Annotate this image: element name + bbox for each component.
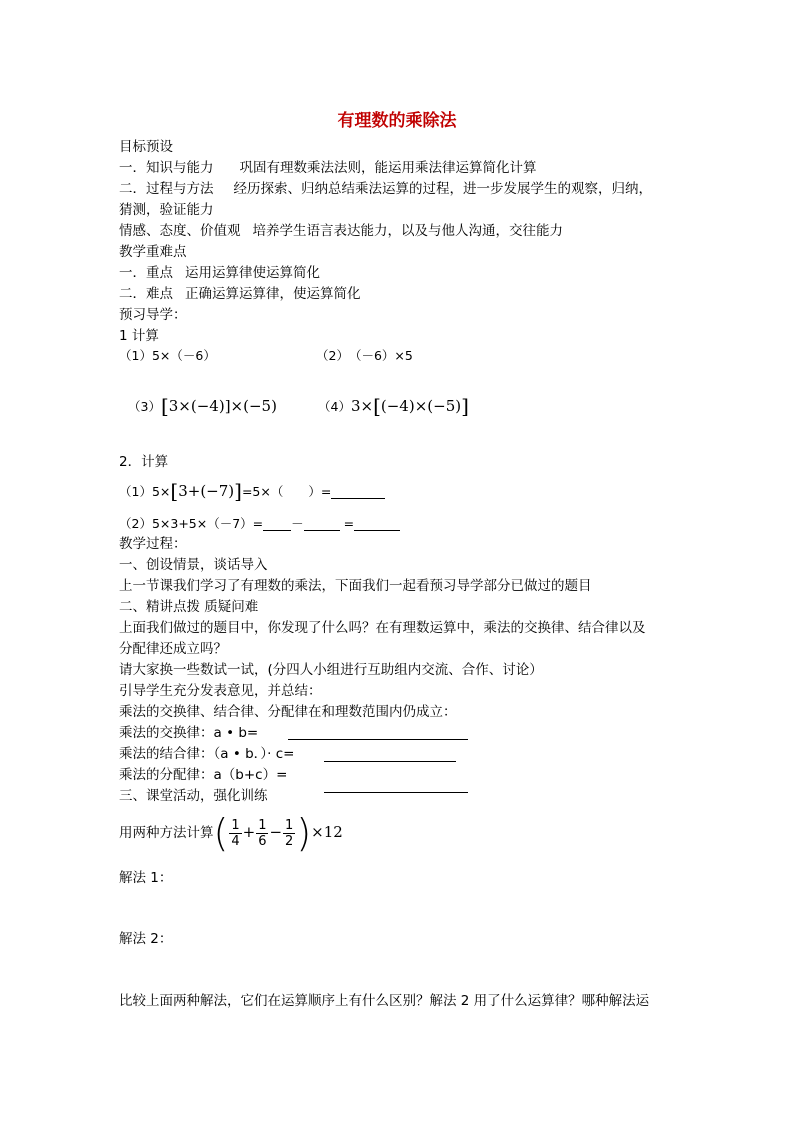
process-heading: 教学过程： [119, 536, 187, 552]
fraction-1-2: $\frac{1}{2}$ [285, 817, 294, 849]
process-s1-text: 上一节课我们学习了有理数的乘法，下面我们一起看预习导学部分已做过的题目 [119, 578, 592, 594]
q2-b: （2）5×3+5×（－7）= － = [119, 514, 400, 534]
law-commutative-blank [288, 739, 468, 740]
hard-point: 二．难点 正确运算运算律，使运算简化 [119, 286, 361, 302]
goal-line-2: 二．过程与方法 经历探索、归纳总结乘法运算的过程，进一步发展学生的观察，归纳， [119, 181, 652, 197]
key-point: 一．重点 运用运算律使运算简化 [119, 265, 320, 281]
process-s1: 一、创设情景，谈话导入 [119, 557, 268, 573]
law-distributive-blank [324, 792, 468, 793]
law-associative: 乘法的结合律：（a • b．）· c= [119, 746, 295, 762]
process-s2: 二、精讲点拨 质疑问难 [119, 599, 259, 615]
process-s2-text3: 请大家换一些数试一试，(分四人小组进行互助组内交流、合作、讨论） [119, 662, 543, 678]
process-s2-text2: 分配律还成立吗？ [119, 641, 227, 657]
calc-line: 用两种方法计算( $\frac{1}{4}$ + $\frac{1}{6}$ − $\frac{1}{2}$ )×12 [119, 811, 343, 855]
preview-heading: 预习导学： [119, 307, 187, 323]
process-s3: 三、课堂活动，强化训练 [119, 788, 268, 804]
law-associative-blank [324, 761, 456, 762]
process-s2-text4: 引导学生充分发表意见，并总结： [119, 683, 322, 699]
solution-2: 解法 2： [119, 931, 173, 947]
goal-line-3: 情感、态度、价值观 培养学生语言表达能力，以及与他人沟通，交往能力 [119, 223, 563, 239]
process-s2-text5: 乘法的交换律、结合律、分配律在和理数范围内仍成立： [119, 704, 457, 720]
law-commutative: 乘法的交换律：a • b= [119, 725, 259, 741]
law-distributive: 乘法的分配律：a（b+c）= [119, 767, 288, 783]
q1-c: （3）[3×(−4)]×(−5) [128, 394, 277, 418]
q1-heading: 1 计算 [119, 328, 159, 344]
solution-1: 解法 1： [119, 870, 173, 886]
q1-d: （4）3×[(−4)×(−5)] [318, 394, 469, 418]
q2-heading: 2．计算 [119, 454, 169, 470]
compare-text: 比较上面两种解法，它们在运算顺序上有什么区别？解法 2 用了什么运算律？哪种解法运 [119, 993, 650, 1009]
q2-a: （1）5×[3+(−7)]=5×（ ）= [119, 481, 385, 502]
goal-line-2-cont: 猜测，验证能力 [119, 202, 214, 218]
q1-a: （1）5×（－6） [119, 348, 216, 363]
goals-heading: 目标预设 [119, 139, 173, 155]
q1-b: （2） （－6）×5 [316, 348, 413, 363]
page-title: 有理数的乘除法 [337, 111, 457, 131]
difficulty-heading: 教学重难点 [119, 244, 187, 260]
process-s2-text1: 上面我们做过的题目中，你发现了什么吗？在有理数运算中，乘法的交换律、结合律以及 [119, 620, 646, 636]
goal-line-1: 一．知识与能力 巩固有理数乘法法则，能运用乘法律运算简化计算 [119, 160, 537, 176]
fraction-1-6: $\frac{1}{6}$ [258, 817, 267, 849]
fraction-1-4: $\frac{1}{4}$ [231, 817, 240, 849]
